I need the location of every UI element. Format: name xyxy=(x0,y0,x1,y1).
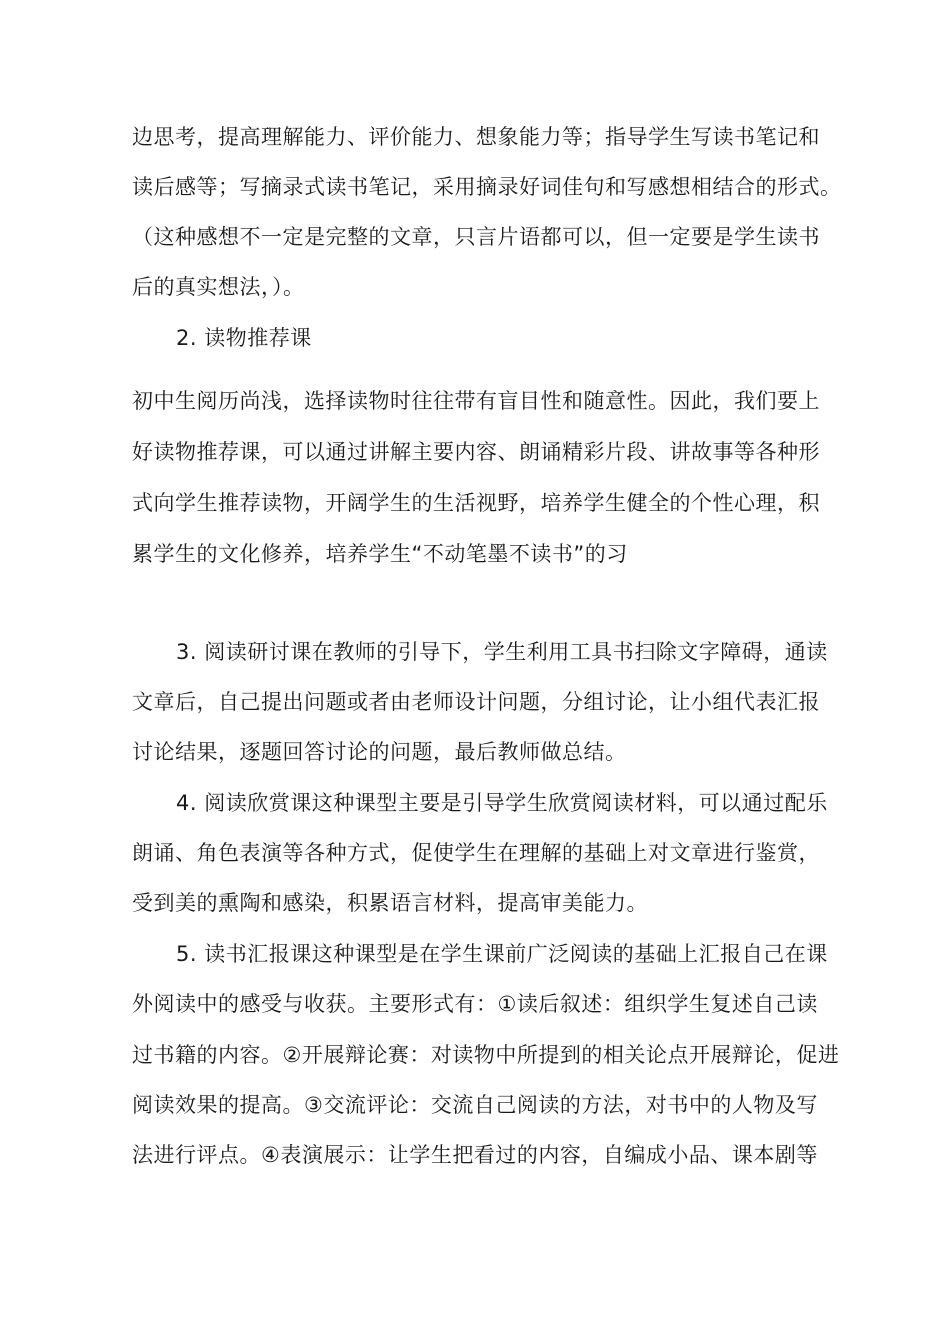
paragraph-4-line-2: 朗诵、角色表演等各种方式，促使学生在理解的基础上对文章进行鉴赏， xyxy=(132,841,820,865)
paragraph-3-line-3: 讨论结果，逐题回答讨论的问题，最后教师做总结。 xyxy=(132,740,627,764)
paragraph-1-line-1: 边思考，提高理解能力、评价能力、想象能力等；指导学生写读书笔记和 xyxy=(132,125,820,149)
paragraph-4-line-3: 受到美的熏陶和感染，积累语言材料，提高审美能力。 xyxy=(132,891,648,915)
paragraph-2-line-3: 式向学生推荐读物，开阔学生的生活视野，培养学生健全的个性心理，积 xyxy=(132,491,820,515)
section-heading-2: 2. 读物推荐课 xyxy=(176,326,312,350)
paragraph-5-line-1: 5. 读书汇报课这种课型是在学生课前广泛阅读的基础上汇报自己在课 xyxy=(176,942,828,966)
paragraph-1-line-4: 后的真实想法，）。 xyxy=(132,275,305,299)
paragraph-5-line-3: 过书籍的内容。②开展辩论赛：对读物中所提到的相关论点开展辩论，促进 xyxy=(132,1043,840,1067)
paragraph-2-line-4: 累学生的文化修养，培养学生“不动笔墨不读书”的习 xyxy=(132,542,628,566)
paragraph-1-line-3: （这种感想不一定是完整的文章，只言片语都可以，但一定要是学生读书 xyxy=(132,225,820,249)
paragraph-5-line-4: 阅读效果的提高。③交流评论：交流自己阅读的方法，对书中的人物及写 xyxy=(132,1093,818,1117)
paragraph-2-line-2: 好读物推荐课，可以通过讲解主要内容、朗诵精彩片段、讲故事等各种形 xyxy=(132,440,820,464)
paragraph-5-line-5: 法进行评点。④表演展示：让学生把看过的内容，自编成小品、课本剧等 xyxy=(132,1143,818,1167)
paragraph-5-line-2: 外阅读中的感受与收获。主要形式有：①读后叙述：组织学生复述自己读 xyxy=(132,992,818,1016)
paragraph-2-line-1: 初中生阅历尚浅，选择读物时往往带有盲目性和随意性。因此，我们要上 xyxy=(132,389,820,413)
paragraph-4-line-1: 4. 阅读欣赏课这种课型主要是引导学生欣赏阅读材料，可以通过配乐 xyxy=(176,791,828,815)
paragraph-3-line-2: 文章后，自己提出问题或者由老师设计问题，分组讨论，让小组代表汇报 xyxy=(132,690,820,714)
paragraph-3-line-1: 3. 阅读研讨课在教师的引导下，学生利用工具书扫除文字障碍，通读 xyxy=(176,640,828,664)
paragraph-1-line-2: 读后感等；写摘录式读书笔记，采用摘录好词佳句和写感想相结合的形式。 xyxy=(132,175,842,199)
